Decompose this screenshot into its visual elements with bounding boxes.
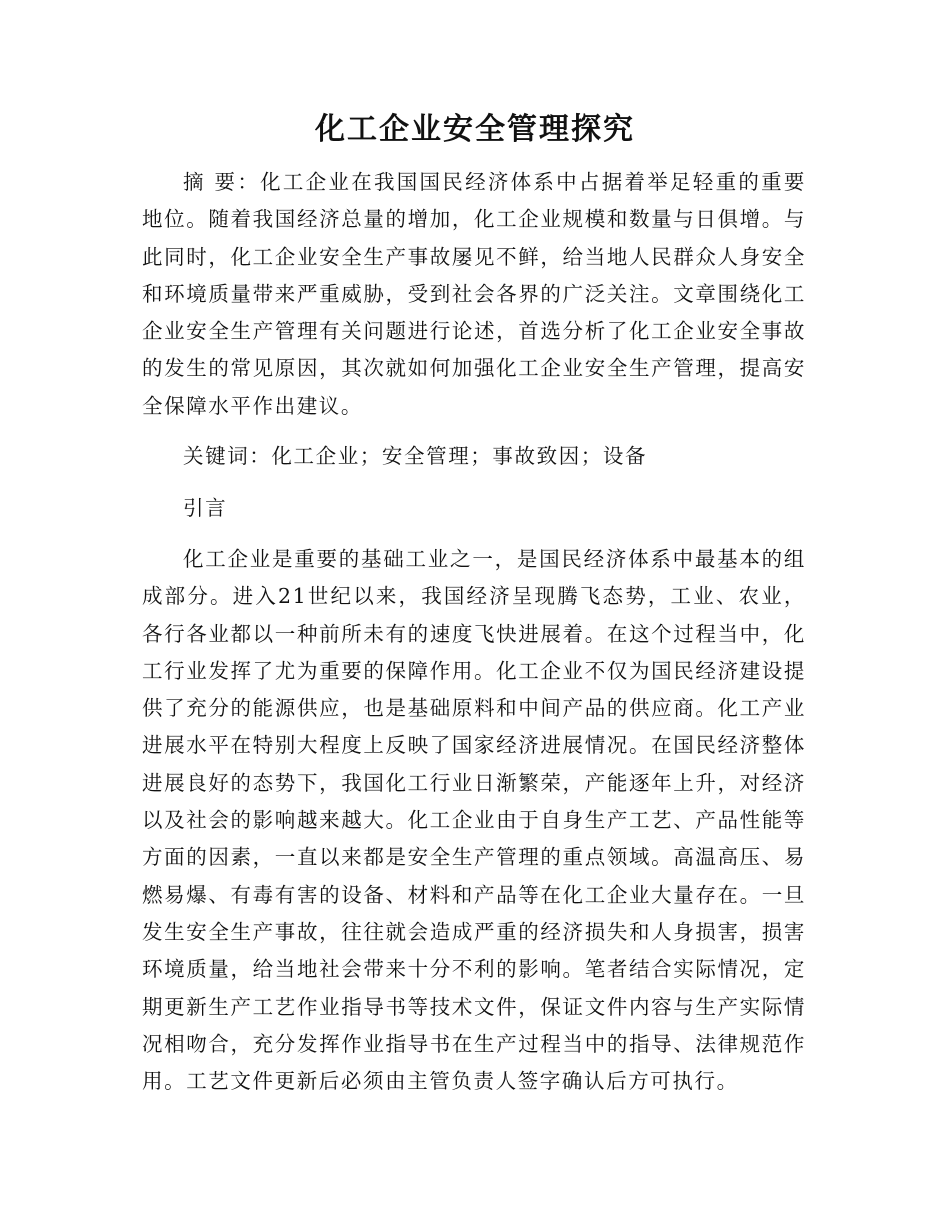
abstract-paragraph: 摘 要：化工企业在我国国民经济体系中占据着举足轻重的重要地位。随着我国经济总量的增加，化工企业规模和数量与日俱增。与此同时，化工企业安全生产事故屡见不鲜，给当地人民群众人身安全和环境质量带来严重威胁，受到社会各界的广泛关注。文章围绕化工企业安全生产管理有关问题进行论述，首选分析了化工企业安全事故的发生的常见原因，其次就如何加强化工企业安全生产管理，提高安全保障水平作出建议。: [142, 170, 806, 418]
document-title: 化工企业安全管理探究: [315, 112, 635, 147]
intro-heading: 引言: [183, 496, 228, 520]
keywords-line: 关键词：化工企业；安全管理；事故致因；设备: [183, 444, 648, 468]
body-paragraph: 化工企业是重要的基础工业之一，是国民经济体系中最基本的组成部分。进入21世纪以来，我国经济呈现腾飞态势，工业、农业，各行各业都以一种前所未有的速度飞快进展着。在这个过程当中，化工行业发挥了尤为重要的保障作用。化工企业不仅为国民经济建设提供了充分的能源供应，也是基础原料和中间产品的供应商。化工产业进展水平在特别大程度上反映了国家经济进展情况。在国民经济整体进展良好的态势下，我国化工行业日渐繁荣，产能逐年上升，对经济以及社会的影响越来越大。化工企业由于自身生产工艺、产品性能等方面的因素，一直以来都是安全生产管理的重点领域。高温高压、易燃易爆、有毒有害的设备、材料和产品等在化工企业大量存在。一旦发生安全生产事故，往往就会造成严重的经济损失和人身损害，损害环境质量，给当地社会带来十分不利的影响。笔者结合实际情况，定期更新生产工艺作业指导书等技术文件，保证文件内容与生产实际情况相吻合，充分发挥作业指导书在生产过程当中的指导、法律规范作用。工艺文件更新后必须由主管负责人签字确认后方可执行。: [142, 547, 806, 1094]
